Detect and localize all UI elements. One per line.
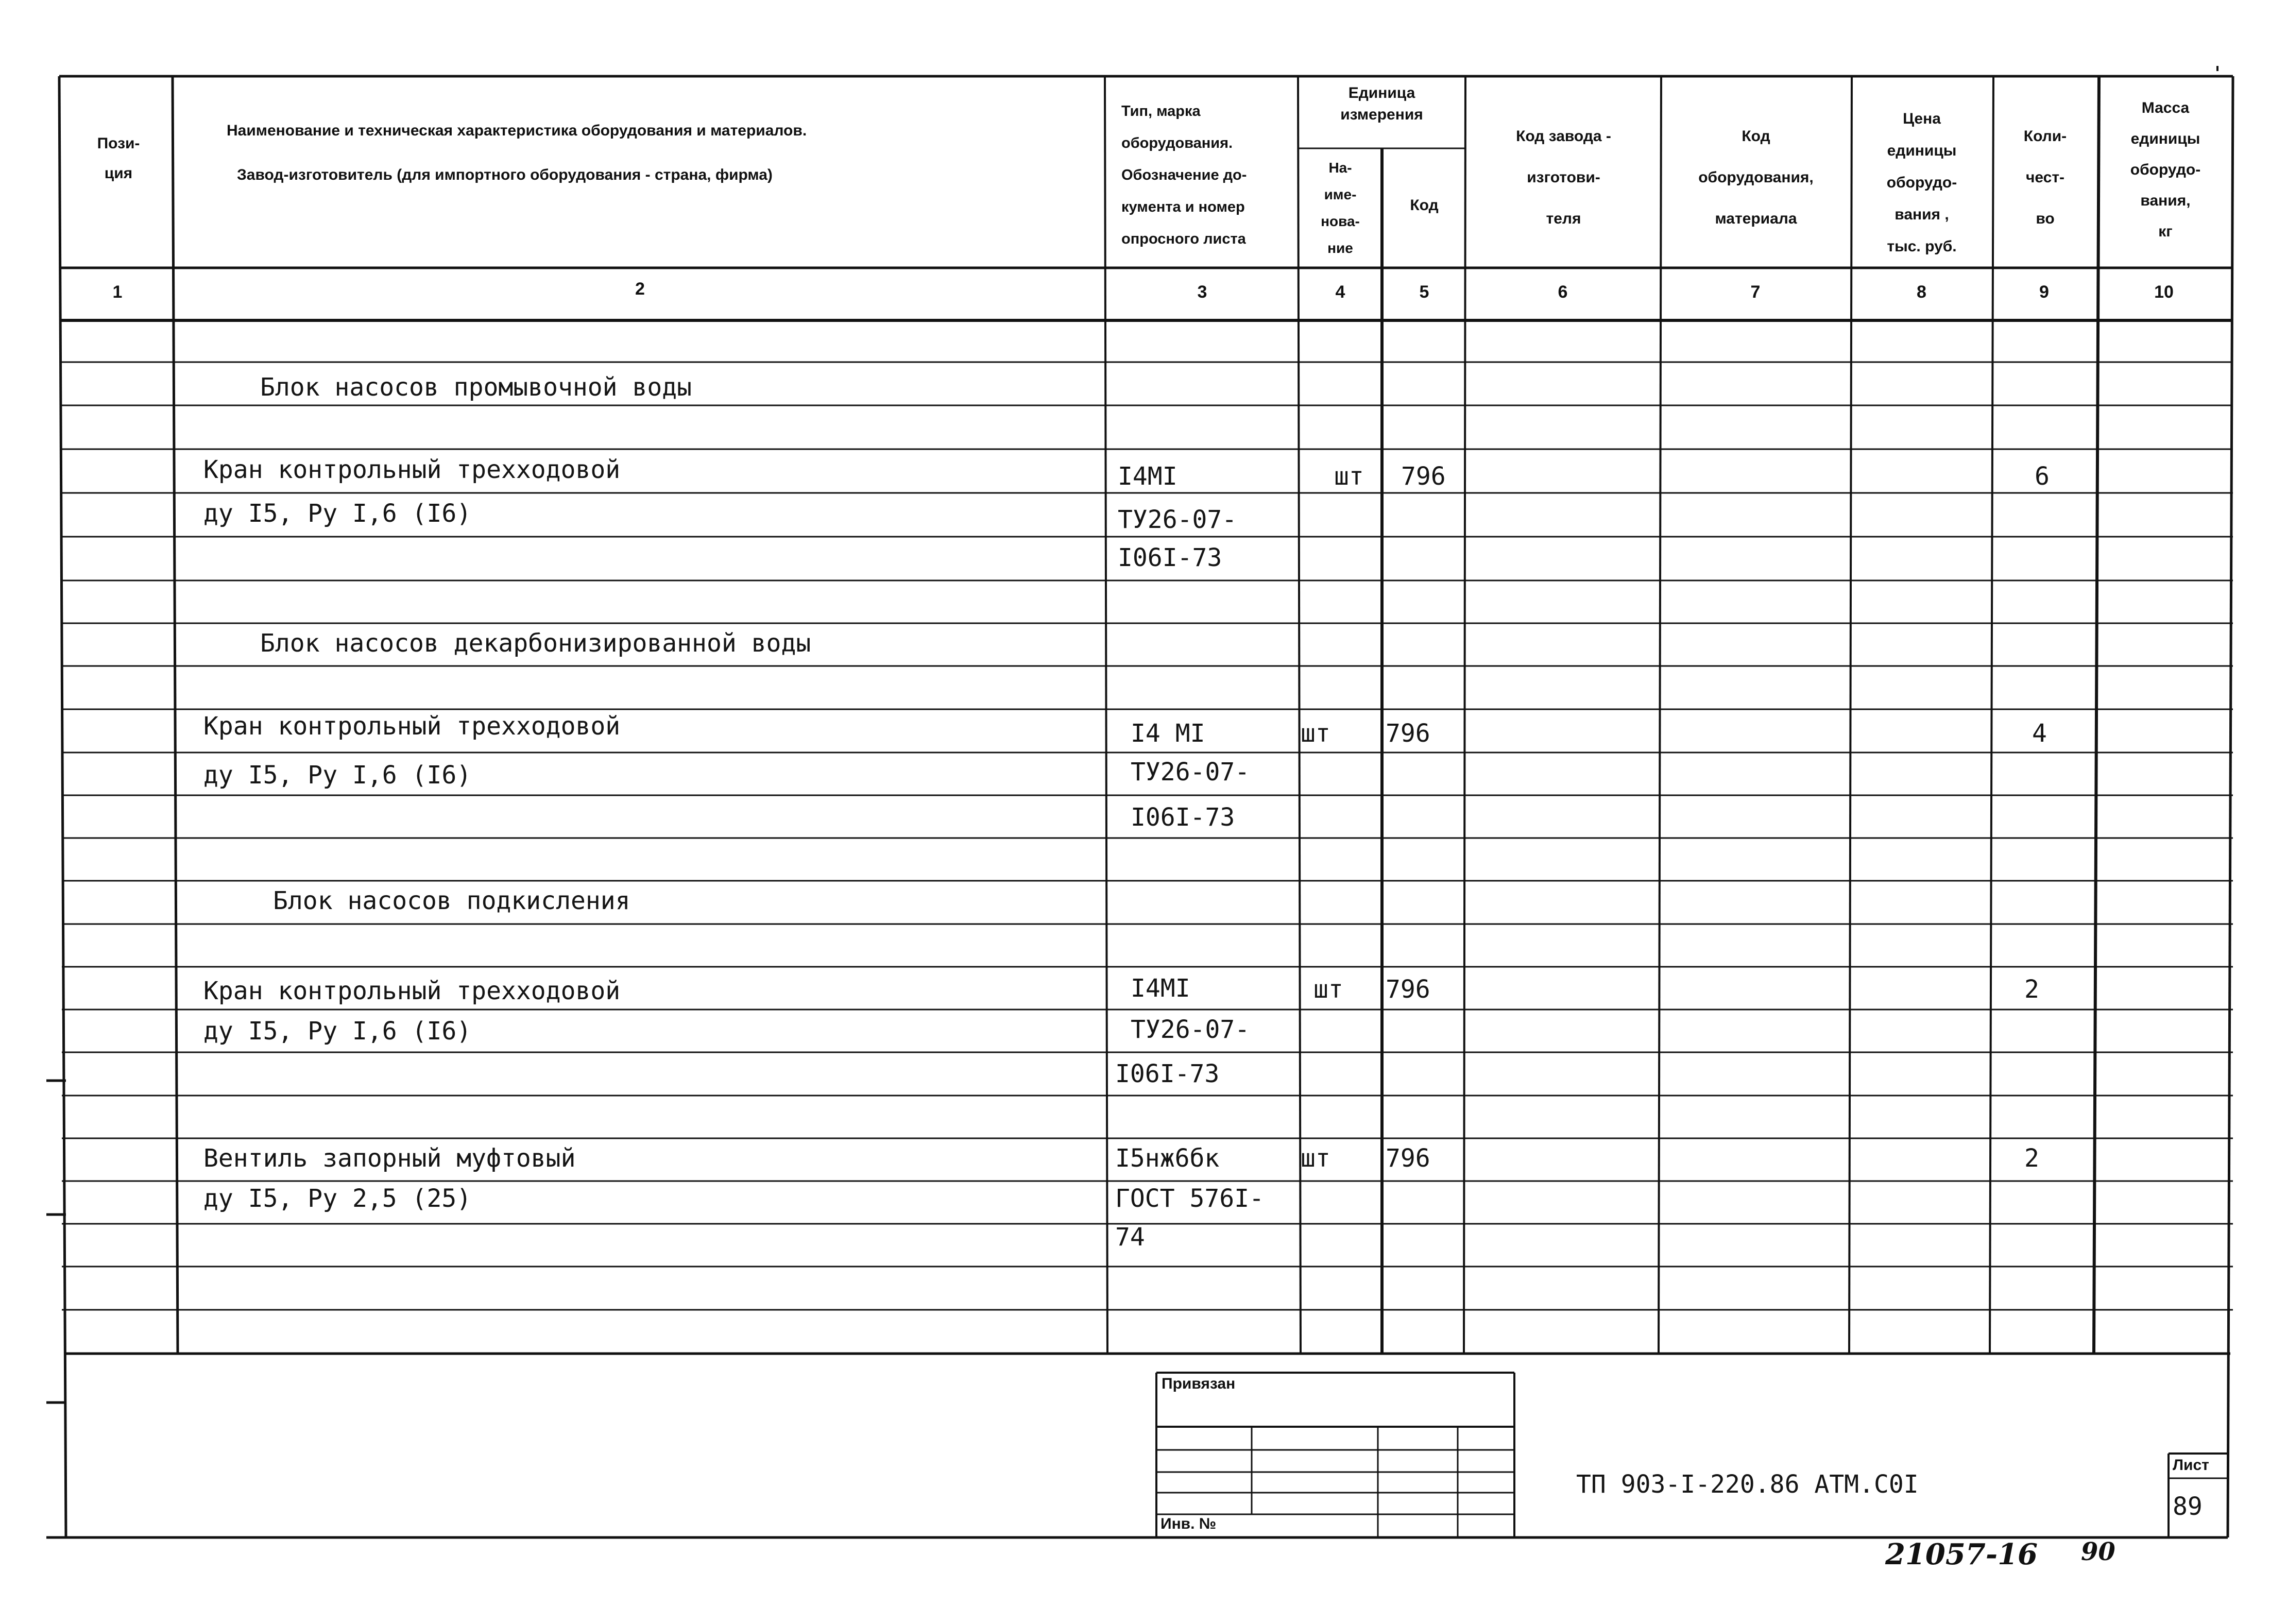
header-col-quantity <box>1992 116 2098 240</box>
item-name-line: ду I5, Ру I,6 (I6) <box>203 499 472 528</box>
header-col-mass-line: оборудо- <box>2130 161 2201 178</box>
header-col-quantity-line: Коли- <box>2023 128 2067 145</box>
header-col-unit-name-line: име- <box>1324 186 1357 202</box>
header-col-unit-name <box>1299 155 1381 262</box>
item-type-line: I5нж6бк <box>1115 1144 1220 1173</box>
item-type-line: ТУ26-07- <box>1118 505 1237 534</box>
header-col-position <box>77 129 160 189</box>
header-col-mass <box>2099 93 2232 247</box>
header-col-price-line: оборудо- <box>1886 174 1957 191</box>
header-col-factory-code-line: изготови- <box>1527 169 1600 186</box>
header-col-type-line: опросного листа <box>1121 231 1246 247</box>
header-col-unit-code-label: Код <box>1410 197 1439 214</box>
column-number: 4 <box>1335 282 1345 302</box>
item-unit: шт <box>1301 1144 1330 1173</box>
item-type-line: ТУ26-07- <box>1131 1015 1250 1044</box>
header-col-unit-name-line: ние <box>1327 240 1353 256</box>
document-code: ТП 903-I-220.86 АТМ.С0I <box>1576 1470 1919 1499</box>
item-quantity: 6 <box>2035 462 2050 491</box>
section-title: Блок насосов декарбонизированной воды <box>260 629 811 658</box>
header-col-mass-line: Масса <box>2141 99 2190 116</box>
item-unit-code: 796 <box>1386 975 1430 1004</box>
sheet-number: 89 <box>2173 1492 2203 1521</box>
item-name-line: ду I5, Ру I,6 (I6) <box>203 761 472 790</box>
item-quantity: 4 <box>2032 719 2047 748</box>
column-number: 3 <box>1197 282 1207 302</box>
item-name-line: Кран контрольный трехходовой <box>203 712 621 741</box>
header-col-mass-line: единицы <box>2130 130 2200 147</box>
sheet-label: Лист <box>2173 1457 2209 1474</box>
item-unit: шт <box>1301 719 1330 748</box>
header-col-equipment-code-line: Код <box>1742 128 1770 145</box>
header-col-position-label: Пози- ция <box>97 135 140 182</box>
item-name-line: Вентиль запорный муфтовый <box>203 1144 576 1173</box>
stamp-inventory-label: Инв. № <box>1160 1515 1217 1532</box>
handwritten-archive-number: 21057-16 <box>1885 1537 2038 1571</box>
item-unit: шт <box>1313 975 1343 1004</box>
item-type-line: I06I-73 <box>1115 1059 1220 1088</box>
item-unit: шт <box>1334 462 1364 491</box>
item-type-line: I4MI <box>1131 974 1190 1003</box>
column-number: 2 <box>635 279 645 299</box>
header-col-price <box>1852 103 1992 263</box>
header-col-price-line: единицы <box>1887 142 1957 159</box>
column-number: 8 <box>1917 282 1926 302</box>
section-title: Блок насосов промывочной воды <box>260 373 692 402</box>
item-name-line: Кран контрольный трехходовой <box>203 977 621 1005</box>
item-name-line: Кран контрольный трехходовой <box>203 455 621 484</box>
header-col-unit-name-line: нова- <box>1321 213 1360 229</box>
header-col-price-line: Цена <box>1903 110 1941 127</box>
column-number: 6 <box>1558 282 1568 302</box>
item-type-line: 74 <box>1115 1223 1145 1252</box>
item-quantity: 2 <box>2024 1144 2039 1173</box>
item-type-line: I06I-73 <box>1118 543 1222 572</box>
header-col-type-line: кумента и номер <box>1121 199 1245 215</box>
item-type-line: I4 MI <box>1131 719 1205 748</box>
column-number: 5 <box>1419 282 1429 302</box>
item-name-line: ду I5, Ру 2,5 (25) <box>203 1184 472 1213</box>
header-col-unit-name-line: На- <box>1328 160 1352 176</box>
section-title: Блок насосов подкисления <box>273 886 630 915</box>
header-col-factory-code-line: Код завода - <box>1516 128 1611 145</box>
header-col-factory-code-line: теля <box>1546 210 1581 227</box>
header-units-group <box>1298 82 1465 126</box>
header-col-factory-code <box>1467 116 1660 240</box>
header-col-name-line2: Завод-изготовитель (для импортного оборудования - страна, фирма) <box>237 166 773 183</box>
header-col-price-line: тыс. руб. <box>1887 238 1957 255</box>
header-units-group-label: Единица измерения <box>1340 84 1423 123</box>
handwritten-page-number: 90 <box>2081 1537 2115 1566</box>
item-unit-code: 796 <box>1401 462 1446 491</box>
column-number: 1 <box>112 282 123 302</box>
item-type-line: ГОСТ 576I- <box>1115 1184 1264 1213</box>
header-col-quantity-line: чест- <box>2025 169 2065 186</box>
header-col-equipment-code <box>1661 116 1851 240</box>
item-name-line: ду I5, Ру I,6 (I6) <box>203 1017 472 1046</box>
stamp-attached-label: Привязан <box>1162 1375 1236 1392</box>
header-col-type-line: Тип, марка <box>1121 103 1201 119</box>
header-col-equipment-code-line: оборудования, <box>1698 169 1814 186</box>
column-number: 10 <box>2154 282 2174 302</box>
header-col-name-line1: Наименование и техническая характеристика оборудования и материалов. <box>227 122 807 139</box>
header-col-name <box>180 116 1102 190</box>
item-quantity: 2 <box>2024 975 2039 1004</box>
header-col-equipment-code-line: материала <box>1715 210 1797 227</box>
header-col-mass-line: вания, <box>2140 192 2191 209</box>
item-type-line: I06I-73 <box>1131 803 1235 832</box>
header-col-type <box>1110 95 1309 255</box>
header-col-quantity-line: во <box>2036 210 2055 227</box>
header-col-mass-line: кг <box>2158 223 2173 240</box>
header-col-unit-code <box>1383 191 1465 220</box>
header-col-type-line: Обозначение до- <box>1121 167 1247 183</box>
header-col-type-line: оборудования. <box>1121 135 1233 151</box>
item-unit-code: 796 <box>1386 1144 1430 1173</box>
column-number: 9 <box>2039 282 2049 302</box>
item-type-line: I4MI <box>1118 462 1177 491</box>
item-unit-code: 796 <box>1386 719 1430 748</box>
column-number: 7 <box>1750 282 1761 302</box>
item-type-line: ТУ26-07- <box>1131 758 1250 787</box>
header-col-price-line: вания , <box>1895 206 1949 223</box>
